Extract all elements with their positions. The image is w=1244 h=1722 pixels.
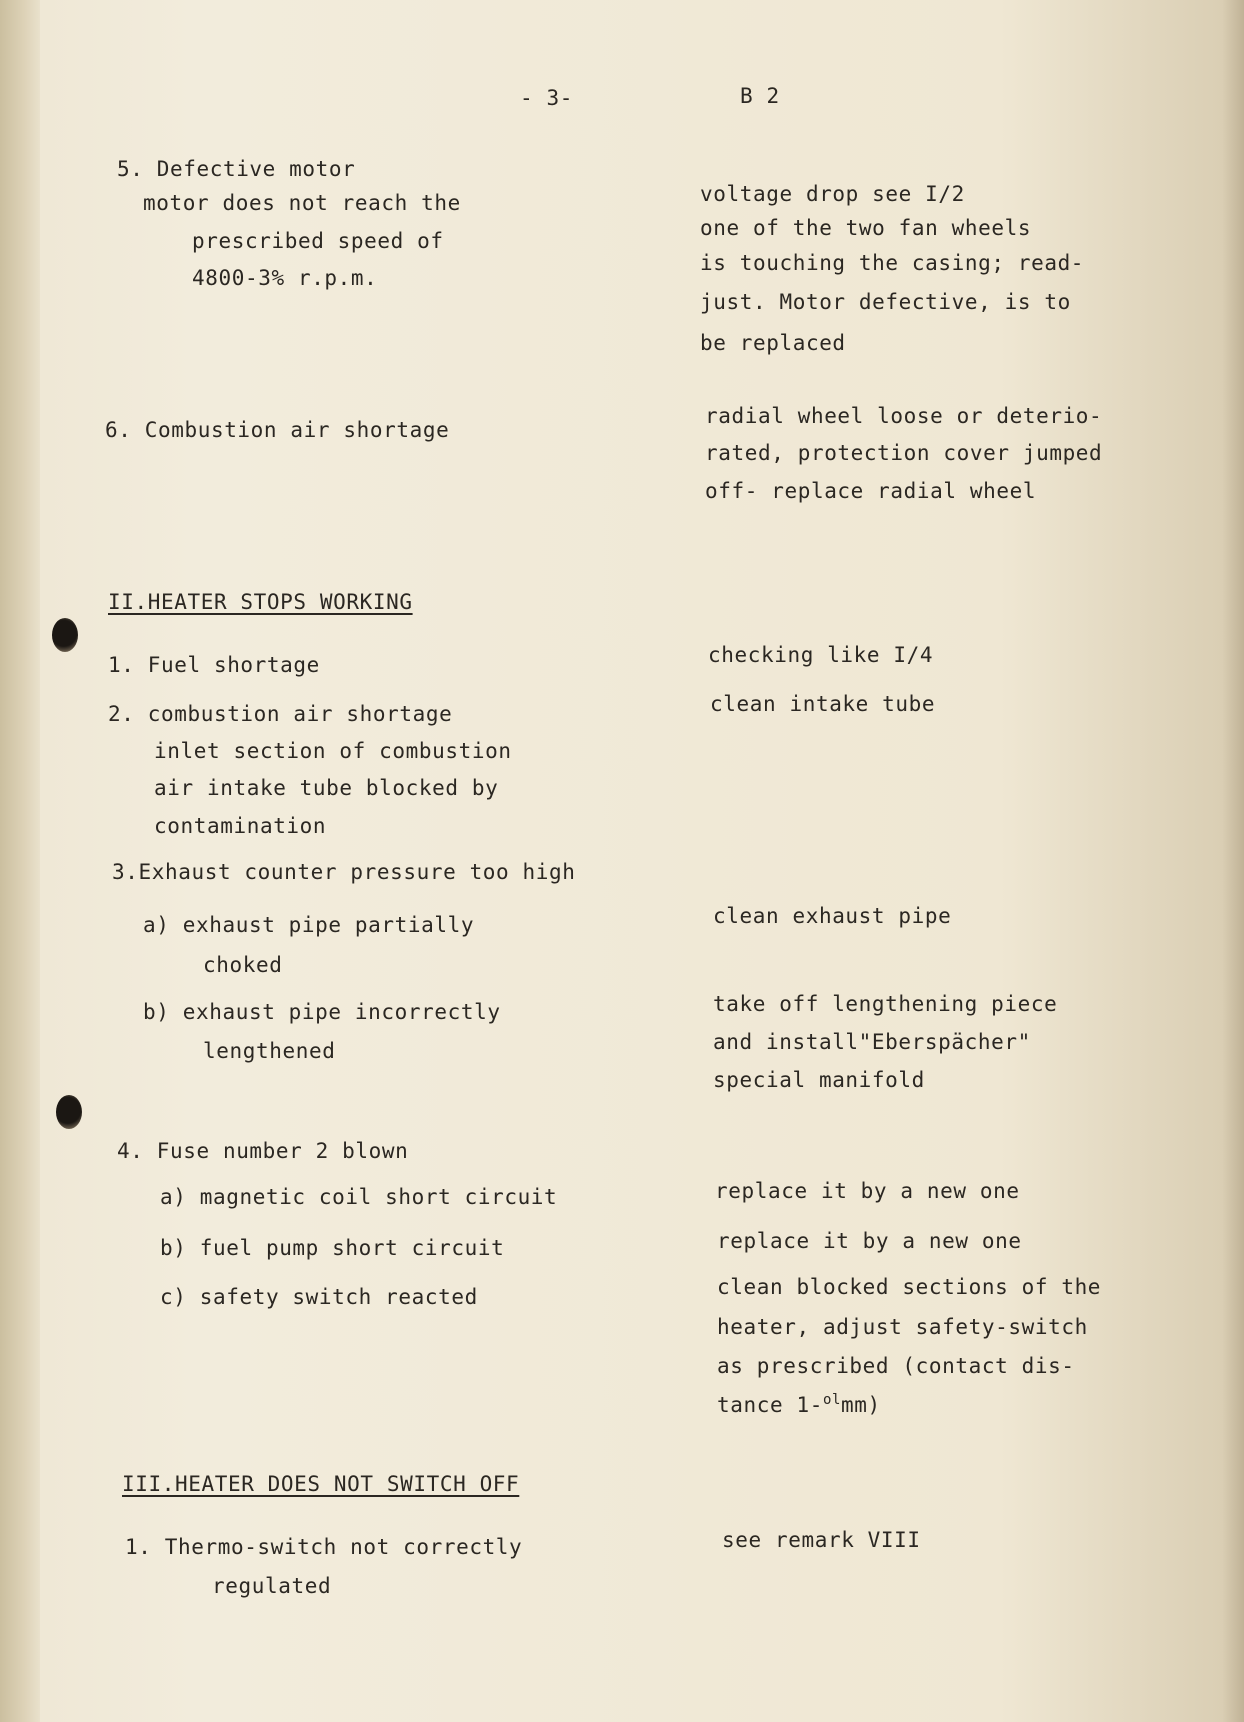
list-item-line: air intake tube blocked by: [154, 776, 499, 800]
page-edge-shadow: [1222, 0, 1244, 1722]
sub-item: b) fuel pump short circuit: [160, 1236, 505, 1260]
item-5-line: motor does not reach the: [143, 191, 461, 215]
list-item: 2. combustion air shortage: [108, 702, 453, 726]
page-number: - 3-: [520, 86, 573, 110]
list-item: 3.Exhaust counter pressure too high: [112, 860, 576, 884]
list-item-remedy: see remark VIII: [722, 1528, 921, 1552]
item-5-line: prescribed speed of: [192, 229, 444, 253]
list-item: 4. Fuse number 2 blown: [117, 1139, 409, 1163]
sub-item: a) magnetic coil short circuit: [160, 1185, 558, 1209]
sub-item-remedy: clean blocked sections of the: [717, 1275, 1102, 1299]
sub-item-remedy: replace it by a new one: [715, 1179, 1020, 1203]
punch-hole: [52, 618, 78, 652]
sub-item-line: choked: [203, 953, 283, 977]
list-item-line: regulated: [212, 1574, 332, 1598]
sub-item-remedy: as prescribed (contact dis-: [717, 1354, 1075, 1378]
sub-item: a) exhaust pipe partially: [143, 913, 475, 937]
punch-hole: [56, 1095, 82, 1129]
section-heading: II.HEATER STOPS WORKING: [108, 590, 413, 614]
sub-item-line: lengthened: [203, 1039, 336, 1063]
remedy-superscript: ol: [822, 1392, 842, 1408]
item-5-remedy: one of the two fan wheels: [700, 216, 1032, 240]
item-6-remedy: rated, protection cover jumped: [705, 441, 1103, 465]
remedy-text: tance 1-: [717, 1393, 823, 1417]
item-6-remedy: off- replace radial wheel: [705, 479, 1037, 503]
section-heading: III.HEATER DOES NOT SWITCH OFF: [122, 1472, 520, 1496]
list-item-remedy: clean intake tube: [710, 692, 936, 716]
item-5-remedy: is touching the casing; read-: [700, 251, 1085, 275]
item-5-remedy: just. Motor defective, is to: [700, 290, 1071, 314]
item-5-line: 4800-3% r.p.m.: [192, 266, 378, 290]
item-6-title: 6. Combustion air shortage: [105, 418, 450, 442]
sub-item: b) exhaust pipe incorrectly: [143, 1000, 501, 1024]
item-5-remedy: voltage drop see I/2: [700, 182, 965, 206]
item-5-remedy: be replaced: [700, 331, 846, 355]
sub-item-remedy: clean exhaust pipe: [713, 904, 952, 928]
binding-spine: [0, 0, 40, 1722]
sub-item-remedy: and install"Eberspächer": [713, 1030, 1031, 1054]
sub-item-remedy: special manifold: [713, 1068, 925, 1092]
remedy-text: mm): [841, 1393, 881, 1417]
list-item-remedy: checking like I/4: [708, 643, 934, 667]
document-code: B 2: [740, 84, 780, 108]
list-item-line: contamination: [154, 814, 327, 838]
sub-item-remedy: replace it by a new one: [717, 1229, 1022, 1253]
list-item: 1. Fuel shortage: [108, 653, 320, 677]
list-item-line: inlet section of combustion: [154, 739, 512, 763]
sub-item-remedy: take off lengthening piece: [713, 992, 1058, 1016]
item-5-title: 5. Defective motor: [117, 157, 356, 181]
item-6-remedy: radial wheel loose or deterio-: [705, 404, 1103, 428]
list-item: 1. Thermo-switch not correctly: [125, 1535, 523, 1559]
sub-item: c) safety switch reacted: [160, 1285, 478, 1309]
sub-item-remedy: [717, 1393, 881, 1416]
sub-item-remedy: heater, adjust safety-switch: [717, 1315, 1088, 1339]
